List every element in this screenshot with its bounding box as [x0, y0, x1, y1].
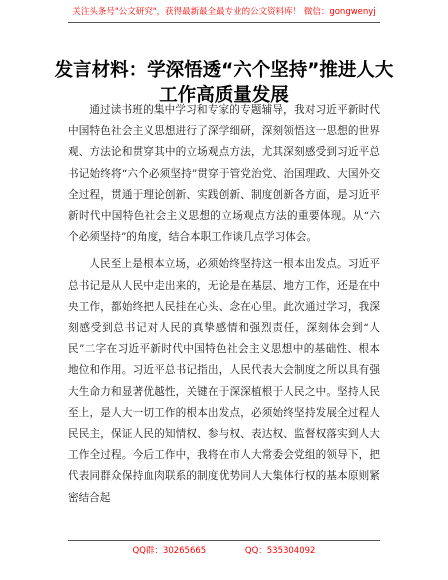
paragraph-intro: 通过读书班的集中学习和专家的专题辅导，我对习近平新时代中国特色社会主义思想进行了深学细研，深刻领悟这一思想的世界观、方法论和贯穿其中的立场观点方法，尤其深刻感受到习近平总书记始终将“六个必须坚持”贯穿于管党治党、治国理政、大国外交全过程，贯通于理论创新、实践创新、制度创新各方面，是习近平新时代中国特色社会主义思想的立场观点方法的重要体现。从“六个必须坚持”的角度，结合本职工作谈几点学习体会。 — [68, 104, 380, 244]
document-body — [68, 100, 380, 509]
footer-qq: QQ：535304092 — [244, 546, 316, 556]
footer-qq-group: QQ群：30265665 — [132, 546, 207, 556]
header-banner: 关注头条号"公文研究"，获得最新最全最专业的公文资料库！ 微信：gongwenyj — [72, 7, 376, 17]
footer-banner — [0, 545, 448, 557]
header-divider — [68, 22, 380, 23]
document-title: 发言材料：学深悟透“六个坚持”推进人大工作高质量发展 — [54, 60, 394, 107]
footer-divider — [68, 540, 380, 541]
paragraph-people-first: 人民至上是根本立场，必须始终坚持这一根本出发点。习近平总书记是从人民中走出来的，无论是在基层、地方工作，还是在中央工作，都始终把人民挂在心头、念在心里。此次通过学习，我深刻感受到总书记对人民的真挚感情和强烈责任，深刻体会到“人民”二字在习近平新时代中国特色社会主义思想中的基础性、根本地位和作用。习近平总书记指出，人民代表大会制度之所以具有强大生命力和显著优越性，关键在于深深植根于人民之中。坚持人民至上，是人大一切工作的根本出发点，必须始终坚持发展全过程人民民主，保证人民的知情权、参与权、表达权、监督权落实到人大工作全过程。今后工作中，我将在市人大常委会党组的领导下，把代表同群众保持血肉联系的制度优势同人大集体行权的基本原则紧密结合起 — [68, 258, 380, 504]
